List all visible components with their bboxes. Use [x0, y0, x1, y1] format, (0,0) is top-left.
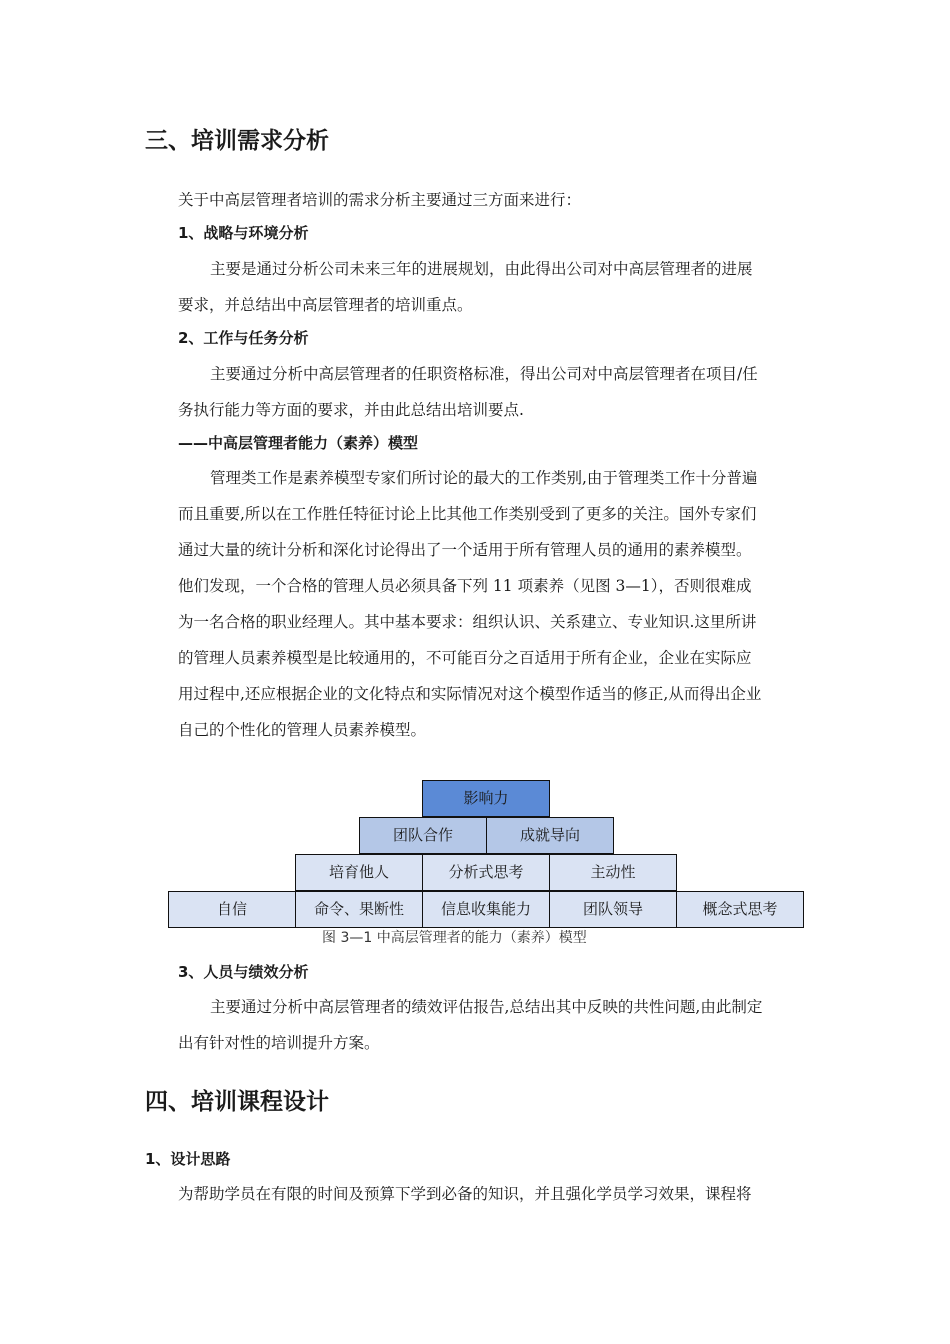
paragraph-line: 而且重要,所以在工作胜任特征讨论上比其他工作类别受到了更多的关注。国外专家们 — [178, 505, 757, 523]
paragraph-line: 务执行能力等方面的要求，并由此总结出培训要点. — [178, 401, 524, 419]
paragraph-line: 管理类工作是素养模型专家们所讨论的最大的工作类别,由于管理类工作十分普遍 — [210, 469, 758, 487]
paragraph-line: 主要通过分析中高层管理者的绩效评估报告,总结出其中反映的共性问题,由此制定 — [210, 998, 763, 1016]
paragraph-line: 主要是通过分析公司未来三年的进展规划，由此得出公司对中高层管理者的进展 — [210, 260, 753, 278]
paragraph-line: 为帮助学员在有限的时间及预算下学到必备的知识，并且强化学员学习效果，课程将 — [178, 1185, 752, 1203]
paragraph-line: 通过大量的统计分析和深化讨论得出了一个适用于所有管理人员的通用的素养模型。 — [178, 541, 752, 559]
pyramid-cell: 培育他人 — [295, 854, 423, 891]
pyramid-cell: 概念式思考 — [676, 891, 804, 928]
figure-caption: 图 3—1 中高层管理者的能力（素养）模型 — [322, 930, 587, 946]
item-3-heading: 3、人员与绩效分析 — [178, 963, 309, 981]
paragraph-line: 自己的个性化的管理人员素养模型。 — [178, 721, 427, 739]
section-3-intro: 关于中高层管理者培训的需求分析主要通过三方面来进行： — [178, 191, 582, 209]
pyramid-cell: 自信 — [168, 891, 296, 928]
pyramid-cell: 命令、果断性 — [295, 891, 423, 928]
pyramid-cell: 团队合作 — [359, 817, 487, 854]
section-3-title: 三、培训需求分析 — [145, 128, 329, 154]
paragraph-line: 的管理人员素养模型是比较通用的，不可能百分之百适用于所有企业，企业在实际应 — [178, 649, 752, 667]
paragraph-line: 为一名合格的职业经理人。其中基本要求：组织认识、关系建立、专业知识.这里所讲 — [178, 613, 757, 631]
paragraph-line: 要求，并总结出中高层管理者的培训重点。 — [178, 296, 473, 314]
pyramid-cell: 分析式思考 — [422, 854, 550, 891]
design-heading: 1、设计思路 — [145, 1150, 231, 1168]
pyramid-cell: 成就导向 — [486, 817, 614, 854]
pyramid-cell: 信息收集能力 — [422, 891, 550, 928]
item-1-heading: 1、战略与环境分析 — [178, 224, 309, 242]
section-4-title: 四、培训课程设计 — [145, 1089, 329, 1115]
paragraph-line: 用过程中,还应根据企业的文化特点和实际情况对这个模型作适当的修正,从而得出企业 — [178, 685, 762, 703]
paragraph-line: 他们发现，一个合格的管理人员必须具备下列 11 项素养（见图 3—1），否则很难成 — [178, 577, 752, 595]
pyramid-cell: 影响力 — [422, 780, 550, 817]
paragraph-line: 主要通过分析中高层管理者的任职资格标准，得出公司对中高层管理者在项目/任 — [210, 365, 758, 383]
pyramid-cell: 主动性 — [549, 854, 677, 891]
pyramid-cell: 团队领导 — [549, 891, 677, 928]
paragraph-line: 出有针对性的培训提升方案。 — [178, 1034, 380, 1052]
item-2-heading: 2、工作与任务分析 — [178, 329, 309, 347]
model-heading: ——中高层管理者能力（素养）模型 — [178, 434, 419, 452]
